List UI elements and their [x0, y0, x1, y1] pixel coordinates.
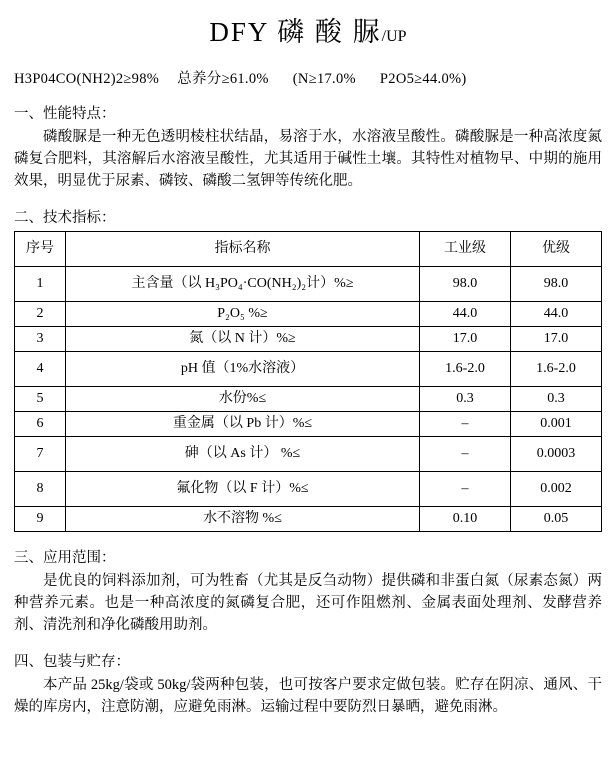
- table-row: [15, 327, 602, 352]
- document-page: [0, 10, 616, 757]
- cell-industrial: 17.0: [420, 327, 511, 352]
- section-paragraph-applications: 是优良的饲料添加剂，可为牲畜（尤其是反刍动物）提供磷和非蛋白氮（尿素态氮）两种营养元素。也是一种高浓度的氮磷复合肥，还可作阻燃剂、金属表面处理剂、发酵营养剂、清洗剂和净化磷酸用助剂。: [14, 573, 602, 634]
- cell-premium: 17.0: [511, 327, 602, 352]
- cell-industrial: –: [420, 437, 511, 472]
- formula-part-2: 总养分≥61.0%: [177, 71, 269, 87]
- table-header-row: [15, 232, 602, 267]
- cell-premium: 1.6-2.0: [511, 352, 602, 387]
- cell-name: 主含量（以 H₃PO₄·CO(NH₂)₂计）%≥: [66, 267, 420, 302]
- cell-no: 8: [15, 472, 66, 507]
- cell-name: 重金属（以 Pb 计）%≤: [66, 412, 420, 437]
- page-title: [14, 10, 602, 49]
- section-paragraph-performance: 磷酸脲是一种无色透明棱柱状结晶，易溶于水，水溶液呈酸性。磷酸脲是一种高浓度氮磷复合肥料，其溶解后水溶液呈酸性，尤其适用于碱性土壤。其特性对植物早、中期的施用效果，明显优于尿素、磷铵、磷酸二氢钾等传统化肥。: [14, 129, 602, 190]
- cell-industrial: 98.0: [420, 267, 511, 302]
- cell-no: 5: [15, 387, 66, 412]
- cell-name: pH 值（1%水溶液）: [66, 352, 420, 387]
- table-row: [15, 507, 602, 532]
- specification-table: [14, 231, 602, 532]
- cell-premium: 0.0003: [511, 437, 602, 472]
- cell-no: 1: [15, 267, 66, 302]
- cell-premium: 0.001: [511, 412, 602, 437]
- cell-no: 9: [15, 507, 66, 532]
- cell-industrial: –: [420, 412, 511, 437]
- cell-industrial: 0.3: [420, 387, 511, 412]
- table-row: [15, 437, 602, 472]
- cell-name: 氮（以 N 计）%≥: [66, 327, 420, 352]
- cell-industrial: 0.10: [420, 507, 511, 532]
- cell-name: 水不溶物 %≤: [66, 507, 420, 532]
- cell-no: 7: [15, 437, 66, 472]
- table-row: [15, 387, 602, 412]
- section-heading-applications: 三、应用范围：: [14, 550, 116, 567]
- table-row: [15, 472, 602, 507]
- table-header-no: 序号: [15, 232, 66, 267]
- table-row: [15, 267, 602, 302]
- cell-no: 4: [15, 352, 66, 387]
- table-row: [15, 412, 602, 437]
- cell-industrial: 1.6-2.0: [420, 352, 511, 387]
- cell-premium: 0.3: [511, 387, 602, 412]
- formula-line: [14, 67, 602, 88]
- cell-industrial: –: [420, 472, 511, 507]
- cell-premium: 98.0: [511, 267, 602, 302]
- page-title-sub: /UP: [381, 28, 407, 45]
- cell-name: 砷（以 As 计） %≤: [66, 437, 420, 472]
- table-row: [15, 302, 602, 327]
- table-header-industrial: 工业级: [420, 232, 511, 267]
- page-title-main: DFY 磷 酸 脲: [209, 17, 382, 47]
- cell-premium: 0.002: [511, 472, 602, 507]
- formula-part-1: H3P04CO(NH2)2≥98%: [14, 71, 160, 87]
- section-heading-performance: 一、性能特点：: [14, 106, 116, 122]
- table-header-premium: 优级: [511, 232, 602, 267]
- cell-name: 氟化物（以 F 计）%≤: [66, 472, 420, 507]
- cell-premium: 0.05: [511, 507, 602, 532]
- section-paragraph-packaging: 本产品 25kg/袋或 50kg/袋两种包装，也可按客户要求定做包装。贮存在阴凉、通风、干燥的库房内，注意防潮，应避免雨淋。运输过程中要防烈日暴晒，避免雨淋。: [14, 677, 602, 716]
- cell-name: P₂O₅ %≥: [66, 302, 420, 327]
- cell-no: 6: [15, 412, 66, 437]
- cell-no: 3: [15, 327, 66, 352]
- table-header-name: 指标名称: [66, 232, 420, 267]
- section-heading-specs: 二、技术指标：: [14, 210, 116, 227]
- formula-part-3: (N≥17.0%: [292, 71, 356, 87]
- cell-industrial: 44.0: [420, 302, 511, 327]
- cell-no: 2: [15, 302, 66, 327]
- cell-premium: 44.0: [511, 302, 602, 327]
- formula-part-4: P2O5≥44.0%): [379, 71, 467, 87]
- cell-name: 水份%≤: [66, 387, 420, 412]
- section-heading-packaging: 四、包装与贮存：: [14, 654, 130, 671]
- table-row: [15, 352, 602, 387]
